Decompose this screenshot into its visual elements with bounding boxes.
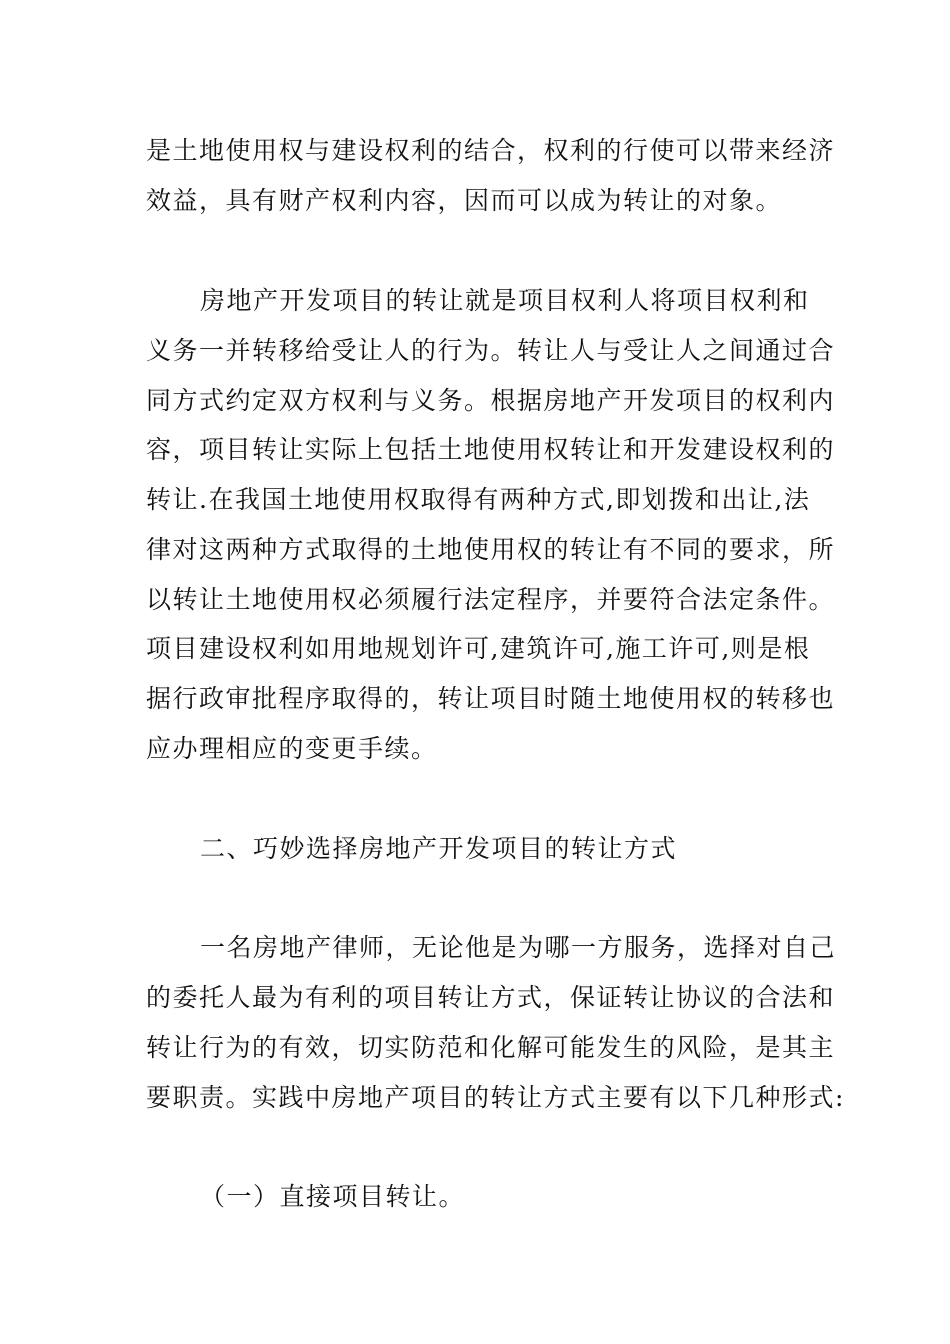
text-line: 义务一并转移给受让人的行为。转让人与受让人之间通过合	[146, 336, 836, 365]
text-line: 据行政审批程序取得的，转让项目时随土地使用权的转移也	[146, 684, 836, 713]
text-line: 转让.在我国土地使用权取得有两种方式,即划拨和出让,法	[146, 485, 811, 514]
text-line: 应办理相应的变更手续。	[146, 734, 438, 763]
text-line: 同方式约定双方权利与义务。根据房地产开发项目的权利内	[146, 386, 836, 415]
text-line: 项目建设权利如用地规划许可,建筑许可,施工许可,则是根	[146, 634, 811, 663]
text-line: 以转让土地使用权必须履行法定程序，并要符合法定条件。	[146, 585, 836, 614]
text-line: 是土地使用权与建设权利的结合，权利的行使可以带来经济	[146, 136, 836, 165]
subheading: （一）直接项目转让。	[200, 1182, 466, 1211]
text-line: 房地产开发项目的转让就是项目权利人将项目权利和	[200, 286, 810, 315]
text-line: 的委托人最为有利的项目转让方式，保证转让协议的合法和	[146, 983, 836, 1012]
text-line: 律对这两种方式取得的土地使用权的转让有不同的要求，所	[146, 535, 836, 564]
text-line: 效益，具有财产权利内容，因而可以成为转让的对象。	[146, 186, 783, 215]
text-line: 容，项目转让实际上包括土地使用权转让和开发建设权利的	[146, 435, 836, 464]
text-line: 要职责。实践中房地产项目的转让方式主要有以下几种形式:	[146, 1083, 845, 1112]
text-line: 转让行为的有效，切实防范和化解可能发生的风险，是其主	[146, 1033, 836, 1062]
text-line: 一名房地产律师，无论他是为哪一方服务，选择对自己	[200, 933, 837, 962]
section-heading: 二、巧妙选择房地产开发项目的转让方式	[200, 834, 678, 863]
